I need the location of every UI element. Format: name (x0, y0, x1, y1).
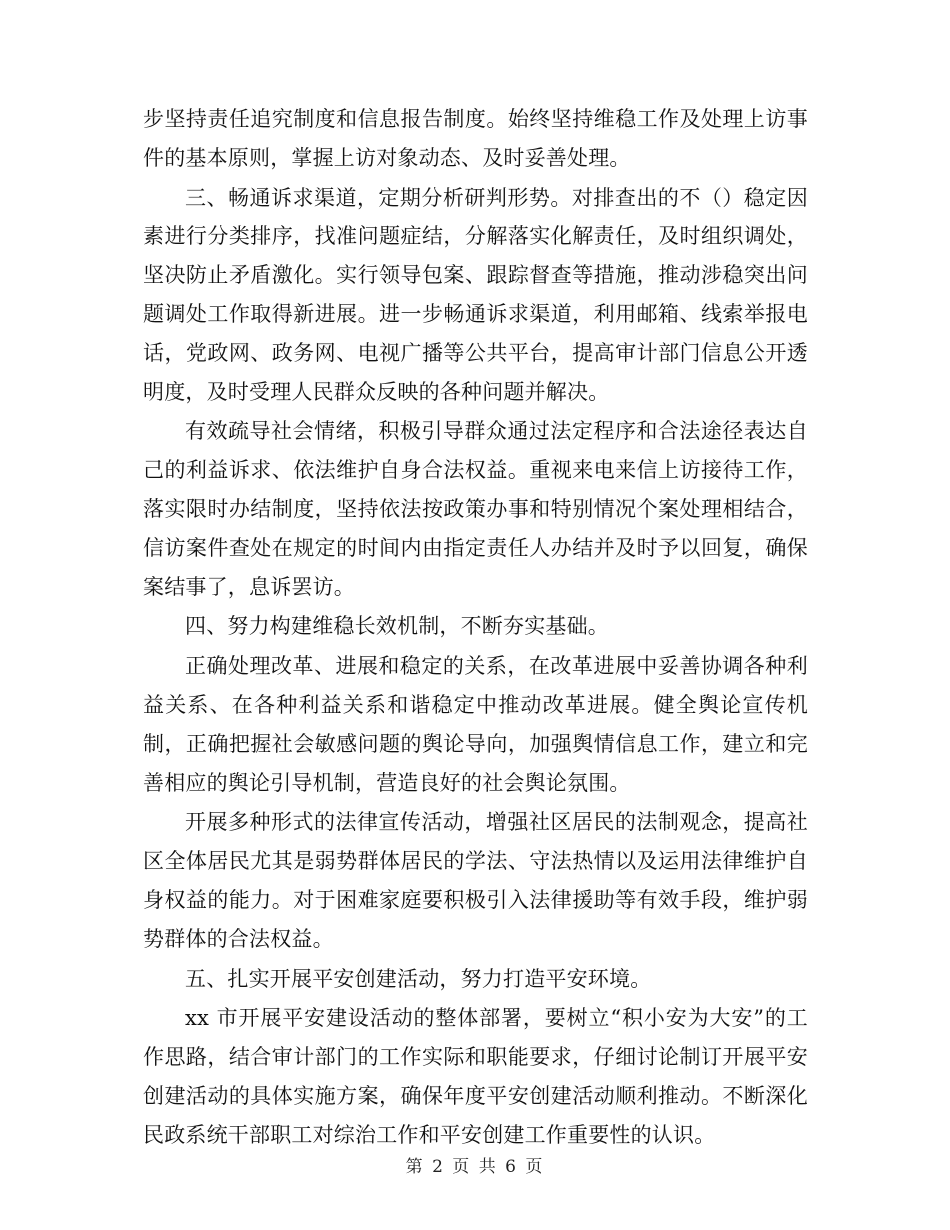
paragraph-1: 步坚持责任追究制度和信息报告制度。始终坚持维稳工作及处理上访事件的基本原则，掌握上访对象动态、及时妥善处理。 (143, 107, 808, 170)
section-heading-4: 四、努力构建维稳长效机制，不断夯实基础。 (185, 614, 609, 639)
paragraph-6: 开展多种形式的法律宣传活动，增强社区居民的法制观念，提高社区全体居民尤其是弱势群体居民的学法、守法热情以及运用法律维护自身权益的能力。对于困难家庭要积极引入法律援助等有效手段，维护弱势群体的合法权益。 (143, 810, 808, 951)
document-body (143, 100, 808, 1156)
section-heading-5: 五、扎实开展平安创建活动，努力打造平安环境。 (185, 966, 652, 991)
paragraph-3: 有效疏导社会情绪，积极引导群众通过法定程序和合法途径表达自己的利益诉求、依法维护自身合法权益。重视来电来信上访接待工作，落实限时办结制度，坚持依法按政策办事和特别情况个案处理相结合，信访案件查处在规定的时间内由指定责任人办结并及时予以回复，确保案结事了，息诉罢访。 (143, 419, 808, 599)
page-number-footer: 第 2 页 共 6 页 (405, 1157, 545, 1177)
paragraph-5: 正确处理改革、进展和稳定的关系，在改革进展中妥善协调各种利益关系、在各种利益关系和谐稳定中推动改革进展。健全舆论宣传机制，正确把握社会敏感问题的舆论导向，加强舆情信息工作，建立和完善相应的舆论引导机制，营造良好的社会舆论氛围。 (143, 654, 808, 795)
paragraph-8: xx 市开展平安建设活动的整体部署，要树立“积小安为大安”的工作思路，结合审计部门的工作实际和职能要求，仔细讨论制订开展平安创建活动的具体实施方案，确保年度平安创建活动顺利推动。不断深化民政系统干部职工对综治工作和平安创建工作重要性的认识。 (143, 1006, 808, 1147)
paragraph-2: 三、畅通诉求渠道，定期分析研判形势。对排查出的不（）稳定因素进行分类排序，找准问题症结，分解落实化解责任，及时组织调处，坚决防止矛盾激化。实行领导包案、跟踪督查等措施，推动涉稳突出问题调处工作取得新进展。进一步畅通诉求渠道，利用邮箱、线索举报电话，党政网、政务网、电视广播等公共平台，提高审计部门信息公开透明度，及时受理人民群众反映的各种问题并解决。 (143, 185, 808, 404)
